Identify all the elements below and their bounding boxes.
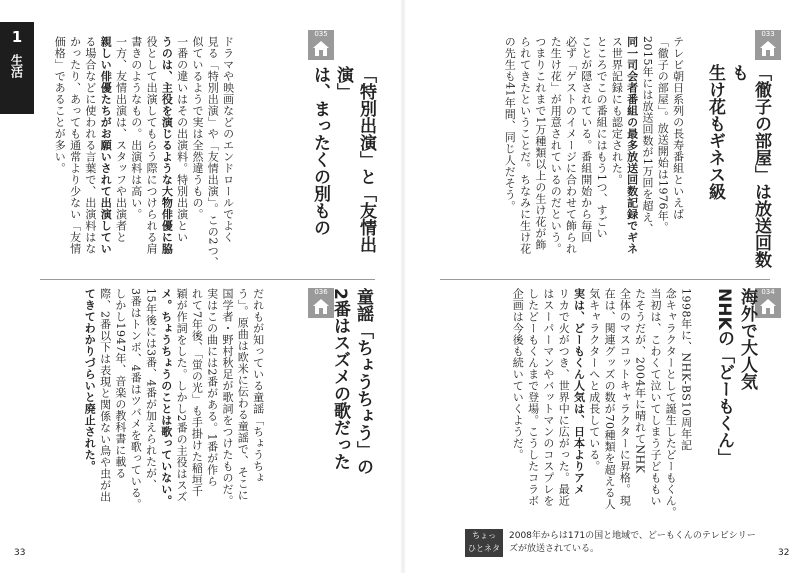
body-line: 「徹子の部屋」。放送開始は1976年。 xyxy=(656,36,670,233)
article-title-line: 「徹子の部屋」は放送回数も xyxy=(728,64,771,268)
body-line: 3番はトンボ、4番はツバメを歌っている。 xyxy=(129,288,143,510)
body-line: 実はこの曲には2番がある。1番が作ら xyxy=(205,288,219,487)
article-033 xyxy=(450,26,786,274)
body-line: 1998年に、NHK-BS10周年記 xyxy=(679,288,693,451)
article-number: 035 xyxy=(314,30,328,38)
body-line: リカで火がつき、世界中に広がった。最近 xyxy=(557,288,571,507)
article-body xyxy=(502,36,686,276)
body-line: 実は、どーもくん人気は、日本よりアメ xyxy=(572,288,586,495)
body-line: た生け花」が用意されているのだという。 xyxy=(549,36,563,255)
section-divider-right xyxy=(440,279,770,280)
body-line: 穎が作詞をした。しかし2番の主役はスズ xyxy=(175,288,189,503)
body-line: 在は、関連グッズの数が70種類を超える人 xyxy=(603,288,617,510)
article-title xyxy=(703,64,772,276)
article-title xyxy=(712,288,758,520)
article-034 xyxy=(450,286,786,534)
page-gutter xyxy=(400,0,406,573)
body-line: の先生も41年間、同じ人だそう。 xyxy=(503,36,517,212)
body-line: れて7年後、「蛍の光」も手掛けた稲垣千 xyxy=(190,288,204,497)
article-number-badge xyxy=(755,288,781,318)
body-line: 2015年には放送回数が1万回を超え、 xyxy=(640,36,654,235)
page-number-left: 33 xyxy=(14,548,26,558)
body-line: られてきたということだ。ちなみに生け花 xyxy=(518,36,532,255)
body-line: 同一司会者番組の最多放送回数記録でギネ xyxy=(625,36,639,255)
body-line: ドラマや映画などのエンドロールでよく xyxy=(221,36,235,243)
body-line: はスーパーマンやバットマンのコスプレを xyxy=(541,288,555,507)
article-number: 036 xyxy=(314,288,328,296)
body-line: テレビ朝日系列の長寿番組といえば xyxy=(671,36,685,220)
body-line: う」。原曲は欧米に伝わる童謡で、そこに xyxy=(236,288,250,501)
body-line: 国学者・野村秋足が歌詞をつけたものだ。 xyxy=(220,288,234,507)
article-036 xyxy=(40,286,390,534)
body-line: だれもが知っている童謡「ちょうちょ xyxy=(251,288,265,484)
trivia-note-text: 2008年からは171の国と地域で、どーもくんのテレビシリーズが放送されている。 xyxy=(509,531,756,554)
chapter-number: 1 xyxy=(11,28,23,46)
article-title-line: NHKの「どーもくん」 xyxy=(714,288,734,466)
body-line: てきてわかりづらいと廃止された。 xyxy=(83,288,97,472)
body-line: 全体のマスコットキャラクターに昇格。現 xyxy=(618,288,632,507)
chapter-label: 生活 xyxy=(9,54,24,78)
article-title-line: 「特別出演」と「友情出演」 xyxy=(333,66,376,253)
body-line: メ。ちょうちょうのことは歌っていない。 xyxy=(159,288,173,507)
article-title xyxy=(308,66,377,276)
body-line: しかし1947年、音楽の教科書に載る xyxy=(113,288,127,479)
section-divider-left xyxy=(40,279,375,280)
body-line: 親しい俳優たちがお願いされて出演してい xyxy=(99,36,113,255)
body-line: 見る「特別出演」や「友情出演」。この2つ、 xyxy=(206,36,220,268)
body-line: 書きのようなもの。出演料は高い。 xyxy=(129,36,143,220)
page-number-right: 32 xyxy=(778,548,790,558)
article-body xyxy=(510,288,694,518)
article-title xyxy=(328,288,374,520)
body-line: 気キャラクターへと成長している。 xyxy=(587,288,601,472)
article-body xyxy=(52,36,236,276)
body-line: 当初は、こわくて泣いてしまう子どももい xyxy=(648,288,662,507)
body-line: 必ず「ゲストのイメージに合わせて飾られ xyxy=(564,36,578,255)
body-line: 念キャラクターとして誕生したどーもくん。 xyxy=(664,288,678,518)
body-line: ことが隠されている。番組開始から毎回 xyxy=(579,36,593,243)
trivia-label-top: ちょっ xyxy=(472,531,496,540)
body-line: 一番の違いはその出演料。特別出演とい xyxy=(175,36,189,243)
body-line: つまりこれまで1万種類以上の生け花が飾 xyxy=(533,36,547,251)
article-title-line: 生け花もギネス級 xyxy=(705,64,725,200)
article-035 xyxy=(40,26,390,274)
body-line: る場合などに使われる言葉で、出演料はな xyxy=(83,36,97,255)
article-title-line: 海外で大人気 xyxy=(737,288,757,390)
article-body xyxy=(82,288,266,520)
article-title-line: 童謡「ちょうちょう」の xyxy=(353,288,373,475)
body-line: 15年後には3番、4番が加えられたが、 xyxy=(144,288,158,491)
article-title-line: は、まったくの別もの xyxy=(310,66,330,236)
body-line: ス世界記録にも認定された。 xyxy=(610,36,624,186)
body-line: 企画は今後も続いていくようだ。 xyxy=(511,288,525,461)
body-line: 価格」であることが多い。 xyxy=(53,36,67,174)
article-title-line: 2番はスズメの歌だった xyxy=(330,288,350,470)
body-line: 際、2番以下は表現と関係ない鳥や虫が出 xyxy=(98,288,112,503)
body-line: 一方、友情出演は、スタッフや出演者と xyxy=(114,36,128,243)
body-line: たそうだが、2004年に晴れてNHK xyxy=(633,288,647,474)
article-number-badge xyxy=(755,30,781,60)
article-number: 033 xyxy=(761,30,775,38)
trivia-note-label xyxy=(465,529,503,557)
body-line: ところでこの番組にはもう1つ、すごい xyxy=(595,36,609,239)
trivia-label-bottom: ひとネタ xyxy=(468,544,500,553)
body-line: うのは、主役を演じるような大物俳優に脇 xyxy=(160,36,174,255)
body-line: かったり、あっても通常より少ない「友情 xyxy=(68,36,82,255)
body-line: 役として出演してもらう際につけられる肩 xyxy=(145,36,159,255)
article-number-badge xyxy=(308,30,334,60)
article-number: 034 xyxy=(761,288,775,296)
body-line: したどーもくんまで登場。こうしたコラボ xyxy=(526,288,540,507)
chapter-tab xyxy=(0,22,34,114)
body-line: 似ているようで実は全然違うもの。 xyxy=(190,36,204,220)
